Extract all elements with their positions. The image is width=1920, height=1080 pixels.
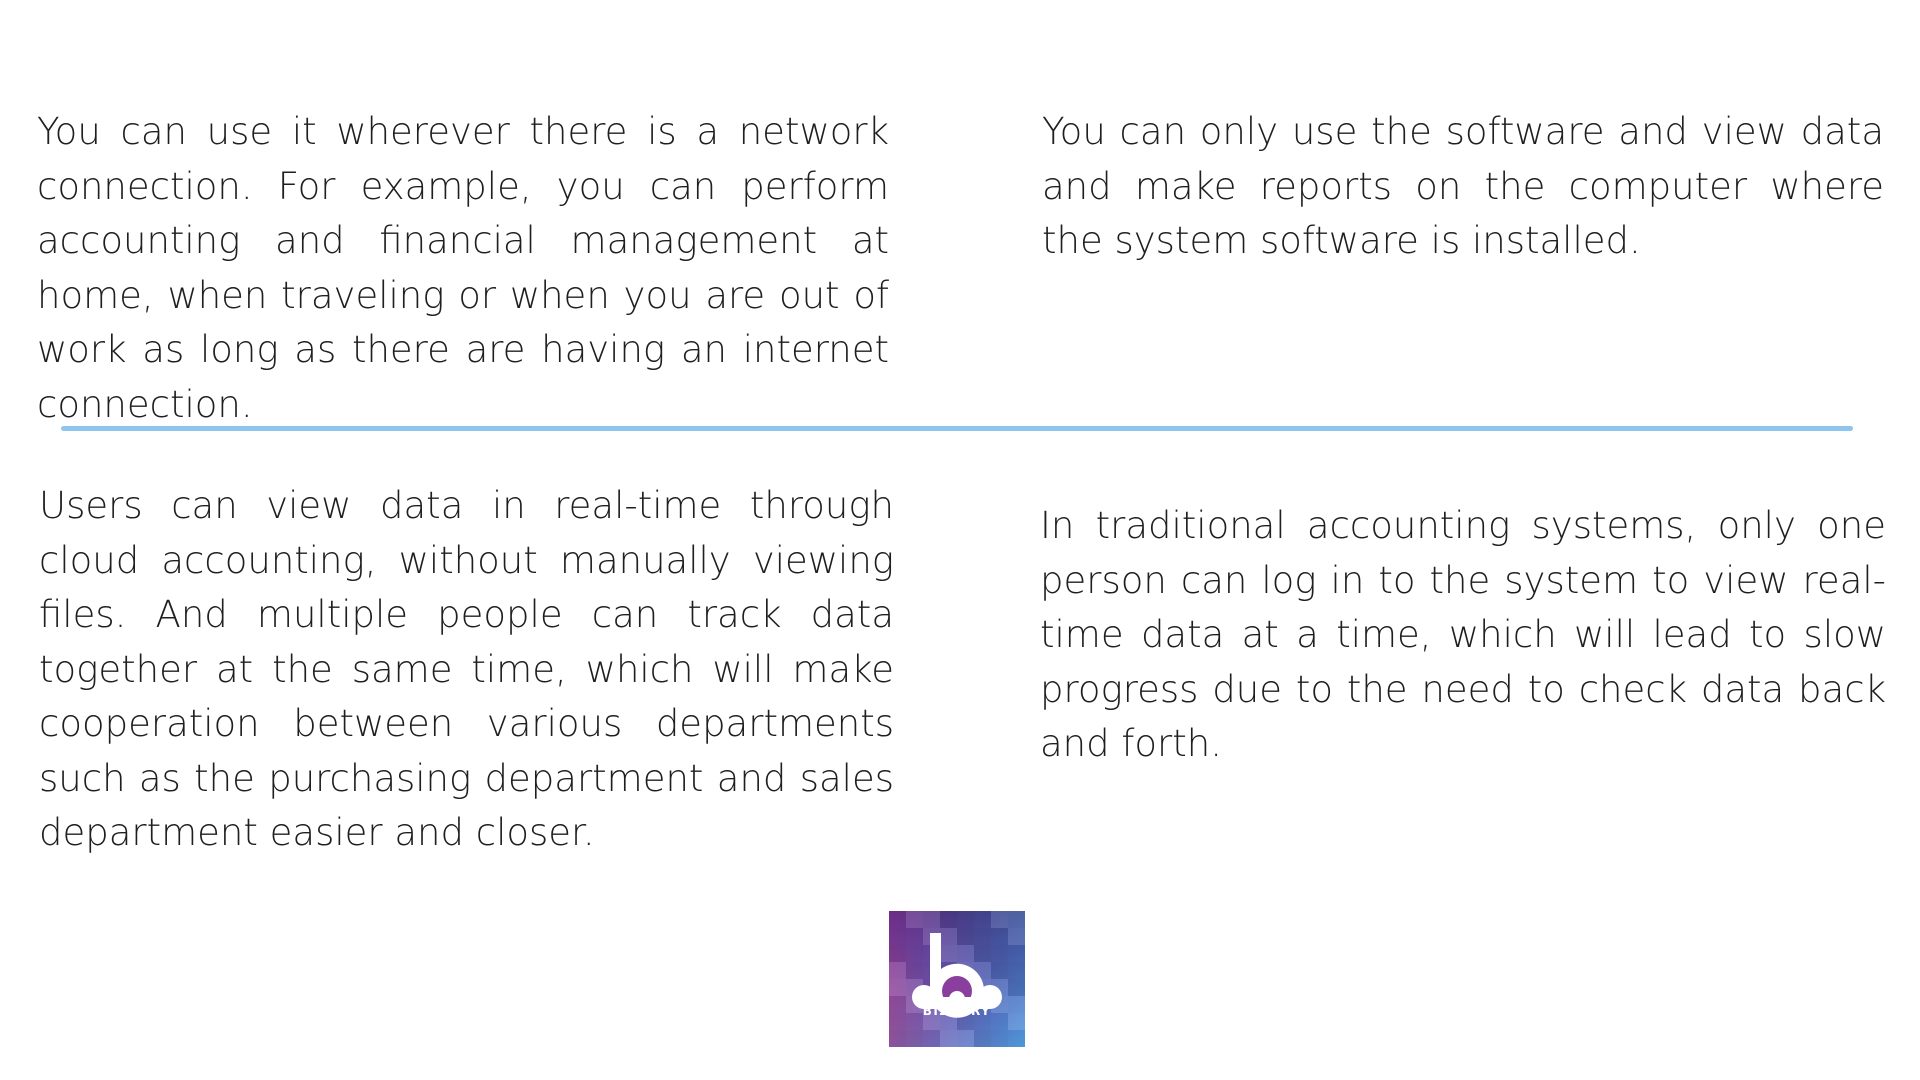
cloud-access-paragraph: You can use it wherever there is a network connection. For example, you can perform accounting and financial management at home, when traveling or when you are out of work as long as there are having an internet connection.	[37, 110, 889, 426]
section-divider	[61, 426, 1853, 431]
traditional-realtime-paragraph: In traditional accounting systems, only one person can log in to the system to view real-time data at a time, which will lead to slow progress due to the need to check data back and forth.	[1040, 504, 1886, 765]
cloud-realtime-paragraph: Users can view data in real-time through cloud accounting, without manually viewing files. And multiple people can track data together at the same time, which will make cooperation between various departments such as the purchasing department and sales department easier and closer.	[39, 484, 894, 854]
biztory-b-cloud-icon	[889, 911, 1025, 1047]
traditional-access-paragraph: You can only use the software and view data and make reports on the computer where the system software is installed.	[1042, 110, 1884, 262]
logo-brand-text: BIZTORY	[922, 1004, 992, 1018]
biztory-logo	[889, 911, 1025, 1047]
